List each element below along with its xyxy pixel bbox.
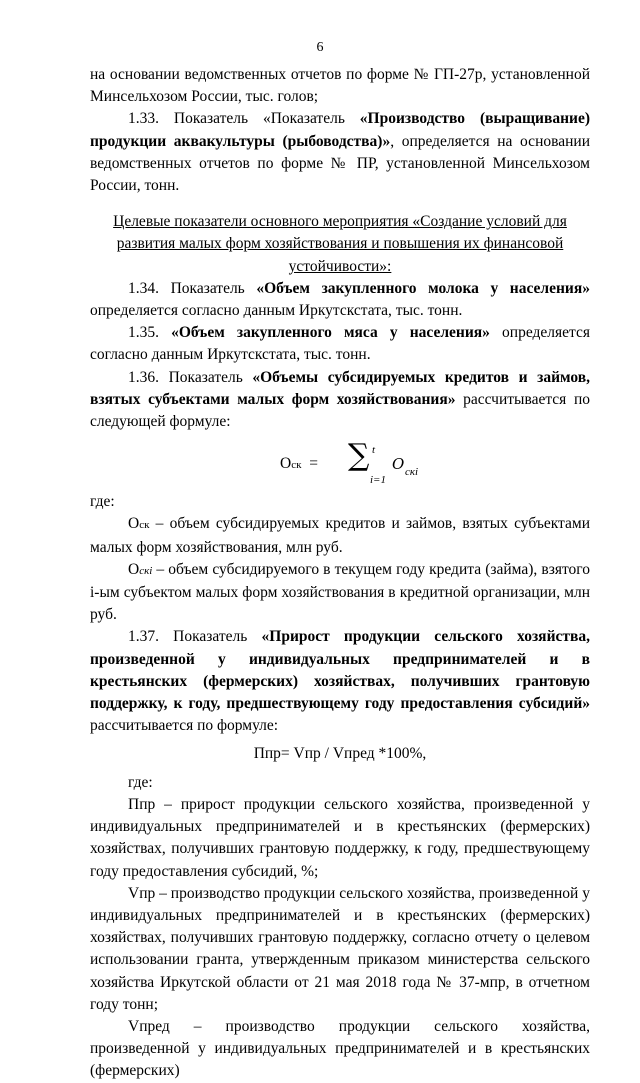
sum-upper-limit: t xyxy=(372,444,376,457)
paragraph-1-34 xyxy=(90,278,590,322)
formula-term-sub: скi xyxy=(405,466,419,479)
text-run: 1.35. xyxy=(128,324,172,342)
text-run: – объем субсидируемого в текущем году кредита (займа), взятого i-ым субъектом малых форм хозяйствования в кредитной организации, млн руб. xyxy=(90,560,590,624)
indicator-name: «Объем закупленного мяса у населения» xyxy=(171,324,490,342)
definition-osk xyxy=(90,513,590,558)
formula-equals: = xyxy=(309,455,318,473)
indicator-name: «Объемы субсидируемых кредитов и займов, взятых субъектами малых форм хозяйствования» xyxy=(90,368,590,408)
definition-ppr: Ппр – прирост продукции сельского хозяйства, произведенной у индивидуальных предпринимателей и в крестьянских (фермерских) хозяйствах, получивших грантовую поддержку, к году, предшествующему году предоставления субсидий, %; xyxy=(90,795,590,880)
paragraph-1-37 xyxy=(90,626,590,737)
definition-vpr: Vпр – производство продукции сельского хозяйства, произведенной у индивидуальных предпринимателей и в крестьянских (фермерских) хозяйствах, получивших грантовую поддержку, согласно отчету о целевом использовании гранта, утвержденным приказом министерства сельского хозяйства Иркутской области от 21 мая 2018 года № 37-мпр, в отчетном году тонн; xyxy=(90,884,590,1013)
formula-growth: Ппр= Vпр / Vпред *100%, xyxy=(253,745,427,763)
section-heading: Целевые показатели основного мероприятия «Создание условий для развития малых форм хозяйствования и повышения их финансовой устойчивости»: xyxy=(113,213,567,275)
page-number: 6 xyxy=(316,40,324,55)
text-run: 1.37. Показатель xyxy=(128,628,262,646)
sigma-icon: ∑ xyxy=(348,438,370,474)
sum-lower-limit: i=1 xyxy=(370,474,386,487)
formula-lhs-sub: ск xyxy=(291,459,302,472)
text-run: 1.34. Показатель xyxy=(128,279,257,297)
text-run: рассчитывается по следующей формуле: xyxy=(90,390,590,431)
paragraph-1-36 xyxy=(90,367,590,434)
definition-oski xyxy=(90,559,590,627)
symbol: О xyxy=(128,560,140,578)
text-run: , определяется на основании ведомственных отчетов по форме № ПР, установленной Минсельхозом России, тонн. xyxy=(90,132,590,195)
where-label: где: xyxy=(128,773,153,791)
text-run: 1.36. Показатель xyxy=(128,368,253,386)
text-run: рассчитывается по формуле: xyxy=(90,717,279,735)
paragraph-1-33 xyxy=(90,108,590,197)
where-label: где: xyxy=(90,493,115,511)
indicator-name: «Производство (выращивание) продукции аквакультуры (рыбоводства)» xyxy=(90,110,590,150)
indicator-name: «Объем закупленного молока у населения» xyxy=(256,279,590,297)
formula-term: O xyxy=(392,455,405,474)
text-run: 1.33. Показатель «Показатель xyxy=(128,110,360,128)
definition-vpred: Vпред – производство продукции сельского хозяйства, произведенной у индивидуальных предпринимателей и в крестьянских (фермерских) xyxy=(90,1017,590,1080)
symbol: О xyxy=(128,515,140,533)
formula-sum xyxy=(90,439,590,485)
text-run: определяется согласно данным Иркутскстата, тыс. тонн. xyxy=(90,324,591,364)
indicator-name: «Прирост продукции сельского хозяйства, произведенной у индивидуальных предпринимателей и в крестьянских (фермерских) хозяйствах, получивших грантовую поддержку, к году, предшествующему году предоставления субсидий» xyxy=(90,628,590,713)
document-body xyxy=(90,64,590,1083)
symbol-sub: ск xyxy=(139,519,150,532)
text-run: – объем субсидируемых кредитов и займов, взятых субъектами малых форм хозяйствования, млн руб. xyxy=(90,515,590,556)
text-run: определяется согласно данным Иркутскстата, тыс. тонн. xyxy=(90,302,463,320)
paragraph-continuation: на основании ведомственных отчетов по форме № ГП-27р, установленной Минсельхозом России, тыс. голов; xyxy=(90,66,590,106)
formula-lhs: О xyxy=(280,455,292,473)
paragraph-1-35 xyxy=(90,322,590,366)
symbol-sub: скi xyxy=(139,564,153,577)
